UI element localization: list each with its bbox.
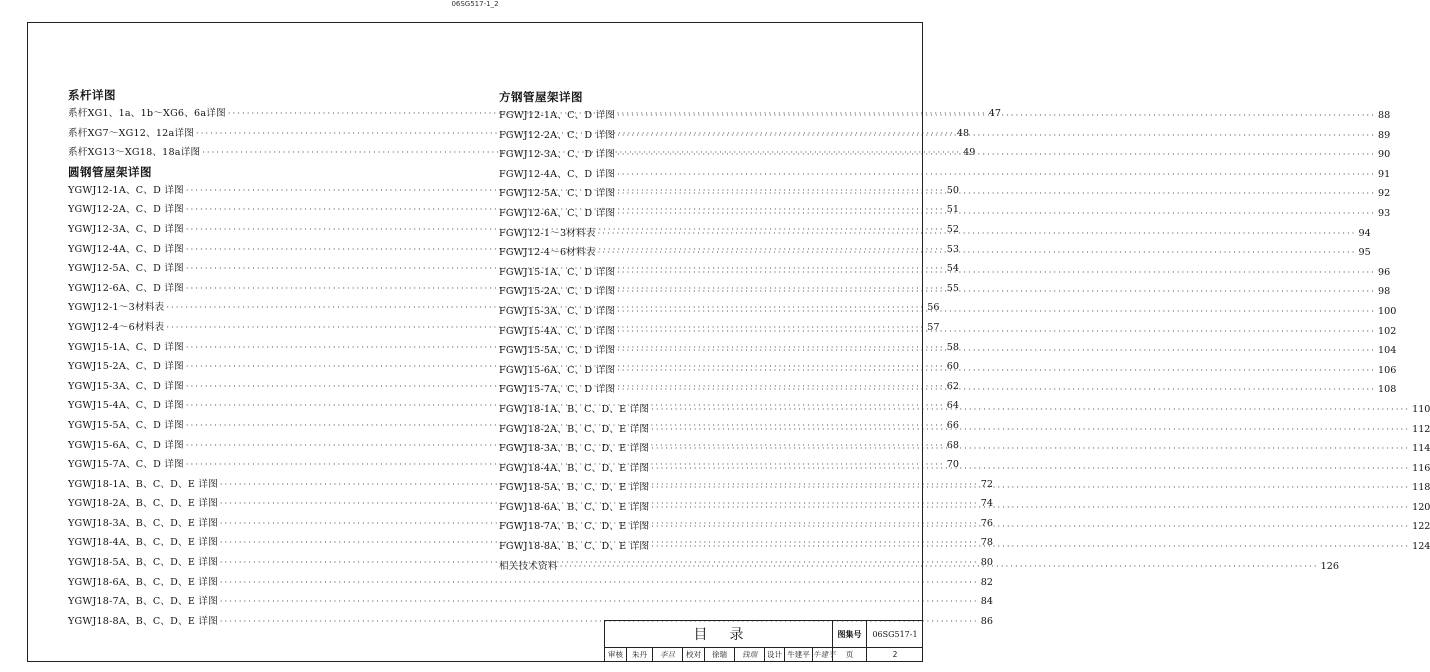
toc-entry-title: FGWJ12-5A、C、D 详图 <box>499 188 616 200</box>
dot-leader <box>617 322 1376 342</box>
toc-entry-page: 54 <box>946 263 959 275</box>
toc-entry-page: 78 <box>980 537 993 549</box>
toc-entry-page: 126 <box>1320 560 1339 572</box>
toc-entry-page: 93 <box>1378 207 1391 219</box>
dot-leader <box>617 204 1376 224</box>
toc-entry-page: 58 <box>946 341 959 353</box>
set-number-label: 图集号 <box>833 621 867 648</box>
toc-entry-page: 66 <box>946 419 959 431</box>
toc-entry-page: 94 <box>1358 227 1371 239</box>
toc-entry-page: 52 <box>946 223 959 235</box>
toc-entry-title: YGWJ15-5A、C、D 详图 <box>68 419 184 431</box>
toc-entry-page: 68 <box>946 439 959 451</box>
toc-entry-page: 49 <box>963 147 976 159</box>
toc-entry-title: YGWJ15-4A、C、D 详图 <box>68 400 184 412</box>
toc-entry-page: 82 <box>980 576 993 588</box>
toc-entry-title: FGWJ15-6A、C、D 详图 <box>499 364 616 376</box>
toc-entry-title: FGWJ18-1A、B、C、D、E 详图 <box>499 403 650 415</box>
toc-entry-title: YGWJ18-6A、B、C、D、E 详图 <box>68 576 218 588</box>
toc-entry-title: FGWJ12-4A、C、D 详图 <box>499 168 616 180</box>
toc-entry-page: 76 <box>980 517 993 529</box>
toc-entry-page: 62 <box>946 380 959 392</box>
toc-entry[interactable] <box>499 165 1391 185</box>
toc-entry-title: FGWJ12-4～6材料表 <box>499 247 596 259</box>
dot-leader <box>617 341 1376 361</box>
review-label: 审核 <box>605 648 627 662</box>
toc-entry-title: FGWJ18-6A、B、C、D、E 详图 <box>499 501 650 513</box>
toc-entry-title: FGWJ15-5A、C、D 详图 <box>499 345 616 357</box>
dot-leader <box>617 263 1376 283</box>
toc-entry-title: YGWJ18-2A、B、C、D、E 详图 <box>68 498 218 510</box>
dot-leader <box>617 106 1376 126</box>
dot-leader <box>598 243 1357 263</box>
toc-entry-title: FGWJ12-1～3材料表 <box>499 227 596 239</box>
dot-leader <box>617 184 1376 204</box>
toc-entry-title: FGWJ12-1A、C、D 详图 <box>499 110 616 121</box>
toc-entry-page: 74 <box>980 498 993 510</box>
page-number: 2 <box>892 650 898 659</box>
toc-entry-title: FGWJ18-7A、B、C、D、E 详图 <box>499 521 650 533</box>
toc-entry-page: 106 <box>1378 364 1397 376</box>
toc-entry-title: YGWJ12-4～6材料表 <box>68 321 165 333</box>
toc-entry-page: 112 <box>1412 423 1430 435</box>
dot-leader <box>617 165 1376 185</box>
toc-entry-title: FGWJ15-3A、C、D 详图 <box>499 305 616 317</box>
dot-leader <box>651 478 1410 498</box>
toc-entry-title: FGWJ18-2A、B、C、D、E 详图 <box>499 423 650 435</box>
review-name: 朱丹 <box>627 648 653 662</box>
toc-entry-page: 92 <box>1378 188 1391 200</box>
toc-entry-page: 48 <box>956 127 970 139</box>
toc-entry[interactable] <box>68 573 993 593</box>
toc-entry-title: FGWJ12-3A、C、D 详图 <box>499 149 616 161</box>
toc-entry-title: YGWJ12-1A、C、D 详图 <box>68 184 184 196</box>
toc-entry-page: 72 <box>980 478 993 490</box>
toc-entry-title: 相关技术资料 <box>499 560 558 572</box>
review-signature: 李旦 <box>653 648 683 662</box>
toc-entry-page: 95 <box>1358 247 1371 259</box>
toc-entry-page: 100 <box>1378 305 1397 317</box>
dot-leader <box>651 537 1410 557</box>
dot-leader <box>617 380 1376 400</box>
design-label: 设计 <box>765 648 785 662</box>
toc-entry[interactable] <box>68 592 993 612</box>
toc-entry-page: 70 <box>946 459 959 471</box>
toc-entry-page: 90 <box>1378 149 1391 161</box>
toc-entry-title: FGWJ18-3A、B、C、D、E 详图 <box>499 443 650 455</box>
toc-entry-title: FGWJ15-2A、C、D 详图 <box>499 286 616 298</box>
toc-entry-page: 60 <box>946 361 959 373</box>
toc-entry-title: YGWJ12-4A、C、D 详图 <box>68 243 184 255</box>
title-block-title: 目录 <box>605 621 833 648</box>
toc-entry-page: 53 <box>946 243 959 255</box>
dot-leader <box>220 592 979 612</box>
toc-entry-page: 50 <box>946 184 959 196</box>
dot-leader <box>651 498 1410 518</box>
toc-entry-page: 64 <box>946 400 959 412</box>
toc-entry-title: YGWJ18-4A、B、C、D、E 详图 <box>68 537 218 549</box>
toc-entry-page: 104 <box>1378 345 1397 357</box>
toc-entry-page: 91 <box>1378 168 1391 180</box>
toc-entry-title: FGWJ12-6A、C、D 详图 <box>499 207 616 219</box>
toc-entry-page: 124 <box>1412 541 1430 553</box>
toc-entry-page: 110 <box>1412 403 1430 415</box>
toc-entry-page: 80 <box>980 557 993 569</box>
design-name: 牛建平 <box>785 648 813 662</box>
toc-entry-title: FGWJ15-1A、C、D 详图 <box>499 266 616 278</box>
toc-entry-title: FGWJ18-5A、B、C、D、E 详图 <box>499 482 650 494</box>
toc-entry-page: 47 <box>988 108 1001 119</box>
toc-entry-title: YGWJ12-1～3材料表 <box>68 302 165 314</box>
section-heading: 圆钢管屋架详图 <box>68 164 152 179</box>
toc-entry-title: 系杆XG13～XG18、18a详图 <box>68 147 201 159</box>
dot-leader <box>617 145 1376 165</box>
toc-entry-page: 57 <box>927 321 940 333</box>
toc-entry-page: 84 <box>980 596 993 608</box>
toc-entry-page: 56 <box>927 302 940 314</box>
signature-row <box>605 648 923 662</box>
toc-entry-title: FGWJ18-8A、B、C、D、E 详图 <box>499 541 650 553</box>
dot-leader <box>617 302 1376 322</box>
toc-entry-page: 122 <box>1412 521 1430 533</box>
toc-entry-page: 96 <box>1378 266 1391 278</box>
toc-entry-title: YGWJ15-1A、C、D 详图 <box>68 341 184 353</box>
toc-entry-title: YGWJ12-5A、C、D 详图 <box>68 263 184 275</box>
title-block <box>604 620 922 661</box>
toc-entry-title: YGWJ18-1A、B、C、D、E 详图 <box>68 478 218 490</box>
toc-entry-page: 55 <box>946 282 959 294</box>
toc-entry-title: YGWJ15-3A、C、D 详图 <box>68 380 184 392</box>
toc-entry-page: 51 <box>946 204 959 216</box>
toc-entry-title: FGWJ15-7A、C、D 详图 <box>499 384 616 396</box>
toc-entry-page: 114 <box>1412 443 1430 455</box>
toc-entry-title: FGWJ18-4A、B、C、D、E 详图 <box>499 462 650 474</box>
toc-entry-title: FGWJ12-2A、C、D 详图 <box>499 129 616 141</box>
section-heading: 方钢管屋架详图 <box>499 90 583 104</box>
check-signature: 钱瑞 <box>735 648 765 662</box>
check-label: 校对 <box>683 648 705 662</box>
toc-entry-page: 116 <box>1412 462 1430 474</box>
dot-leader <box>598 224 1357 244</box>
toc-entry-title: YGWJ18-7A、B、C、D、E 详图 <box>68 596 218 608</box>
dot-leader <box>617 361 1376 381</box>
dot-leader <box>651 439 1410 459</box>
dot-leader <box>617 282 1376 302</box>
toc-entry-title: YGWJ15-6A、C、D 详图 <box>68 439 184 451</box>
section-heading: 系杆详图 <box>68 88 116 102</box>
design-signature: 牛建平 <box>813 648 833 662</box>
toc-entry-title: YGWJ18-5A、B、C、D、E 详图 <box>68 557 218 569</box>
toc-entry-title: YGWJ15-7A、C、D 详图 <box>68 459 184 471</box>
toc-entry-title: YGWJ12-6A、C、D 详图 <box>68 282 184 294</box>
page-label: 页 <box>833 648 867 662</box>
toc-entry-page: 86 <box>980 615 993 627</box>
set-number-value: 06SG517-1 <box>867 621 923 648</box>
toc-entry-page: 120 <box>1412 501 1430 513</box>
check-name: 徐瑞 <box>705 648 735 662</box>
toc-entry-page: 102 <box>1378 325 1397 337</box>
toc-entry-page: 118 <box>1412 482 1430 494</box>
toc-entry-title: YGWJ18-8A、B、C、D、E 详图 <box>68 615 218 627</box>
toc-entry[interactable] <box>68 612 993 632</box>
toc-entry-title: YGWJ18-3A、B、C、D、E 详图 <box>68 517 218 529</box>
toc-entry-page: 89 <box>1378 129 1391 141</box>
toc-entry-title: 系杆XG7～XG12、12a详图 <box>68 127 194 139</box>
dot-leader <box>651 459 1410 479</box>
toc-entry-title: FGWJ15-4A、C、D 详图 <box>499 325 616 337</box>
toc-entry-title: YGWJ12-2A、C、D 详图 <box>68 204 184 216</box>
toc-entry-title: YGWJ15-2A、C、D 详图 <box>68 361 184 373</box>
dot-leader <box>617 126 1376 146</box>
toc-entry-page: 88 <box>1378 110 1391 121</box>
drawing-code-label: 06SG517-1_2 <box>451 0 499 8</box>
toc-entry-title: 系杆XG1、1a、1b～XG6、6a详图 <box>68 108 226 119</box>
dot-leader <box>651 400 1410 420</box>
dot-leader <box>651 420 1410 440</box>
toc-entry-page: 98 <box>1378 286 1391 298</box>
dot-leader <box>651 517 1410 537</box>
toc-entry-page: 108 <box>1378 384 1397 396</box>
toc-entry-title: YGWJ12-3A、C、D 详图 <box>68 223 184 235</box>
dot-leader <box>560 557 1319 577</box>
